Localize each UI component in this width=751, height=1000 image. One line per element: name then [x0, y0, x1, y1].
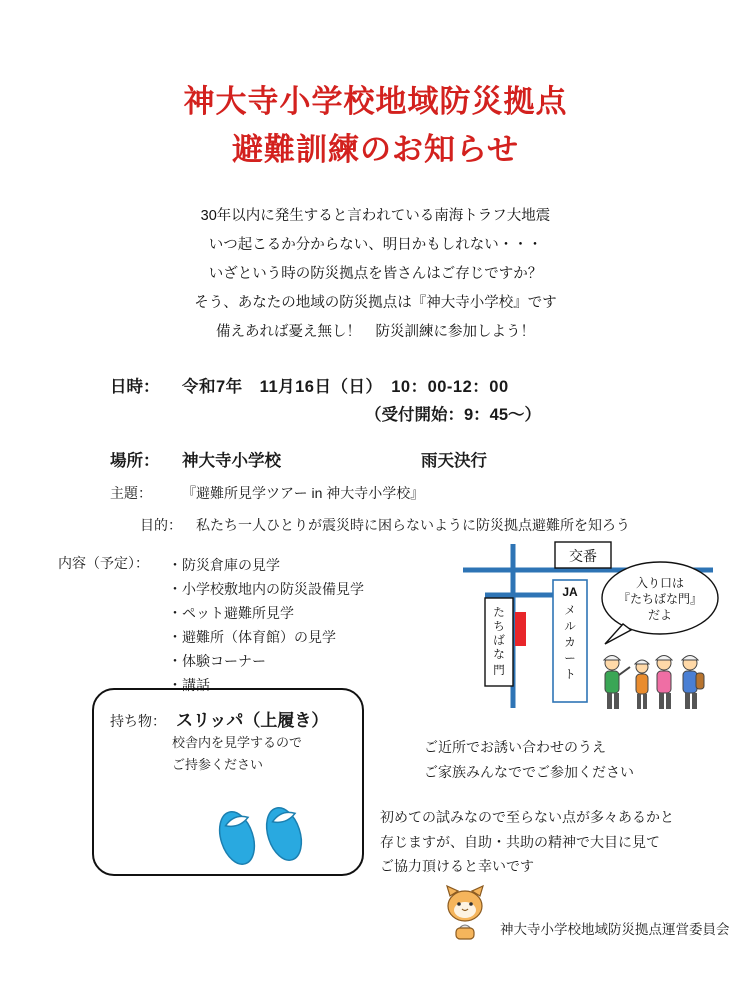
footer-organization: 神大寺小学校地域防災拠点運営委員会: [500, 922, 730, 937]
page-title-line-1: 神大寺小学校地域防災拠点: [183, 84, 568, 119]
intro-line-3: いざという時の防災拠点を皆さんはご存じですか？: [208, 266, 543, 283]
purpose-label: 目的：: [140, 517, 182, 534]
svg-text:メ: メ: [564, 605, 576, 617]
people-illustration: [598, 645, 718, 715]
datetime-sub: （受付開始：9：45〜）: [365, 406, 542, 425]
koban-label: 交番: [569, 548, 597, 564]
speech-balloon: [602, 562, 718, 644]
bring-header: [94, 690, 362, 731]
bring-value: スリッパ（上履き）: [176, 711, 329, 730]
datetime-value: 令和7年 11月16日（日） 10：00-12：00: [182, 378, 509, 397]
school-label-char: た: [493, 607, 505, 619]
invitation-note-line-2: ご家族みんなででご参加ください: [424, 763, 634, 780]
contents-list: [168, 553, 364, 697]
contents-label: 内容（予定）：: [58, 555, 149, 572]
invitation-note: [424, 735, 634, 784]
svg-text:ち: ち: [493, 621, 505, 633]
purpose-value: 私たち一人ひとりが震災時に困らないように防災拠点避難所を知ろう: [196, 517, 630, 534]
svg-text:カ: カ: [564, 637, 576, 649]
bring-items-box: [92, 688, 364, 876]
page-title-line-2: 避難訓練のお知らせ: [231, 132, 520, 168]
list-item: ・ 体験コーナー: [168, 649, 364, 673]
list-item: ・ 小学校敷地内の防災設備見学: [168, 577, 364, 601]
theme-row: [110, 483, 711, 503]
theme-label: 主題：: [110, 485, 152, 502]
intro-line-2: いつ起こるか分からない、明日かもしれない・・・: [208, 237, 543, 254]
list-item: ・ 避難所（体育館）の見学: [168, 625, 364, 649]
list-item: ・ 防災倉庫の見学: [168, 553, 364, 577]
person-icon: [682, 656, 704, 710]
list-item: ・ ペット避難所見学: [168, 601, 364, 625]
event-details: [0, 373, 751, 535]
ja-label: JA: [562, 585, 578, 599]
balloon-line-1: 入り口は: [635, 576, 685, 590]
theme-value: 『避難所見学ツアー in 神大寺小学校』: [182, 485, 425, 502]
place-value: 神大寺小学校: [182, 452, 281, 471]
place-row: [110, 447, 711, 471]
person-icon: [635, 660, 649, 709]
person-icon: [604, 656, 630, 710]
bring-note-line-2: ご持参ください: [172, 757, 264, 773]
datetime-label: 日時：: [110, 378, 160, 397]
intro-line-1: 30年以内に発生すると言われている南海トラフ大地震: [200, 208, 551, 225]
svg-text:な: な: [493, 649, 505, 661]
apology-note-line-2: 存じますが、自助・共助の精神で大目に見て: [380, 833, 660, 850]
intro-line-4: そう、あなたの地域の防災拠点は『神大寺小学校』です: [194, 295, 557, 312]
title-block: [0, 0, 751, 174]
apology-note: [380, 805, 674, 879]
svg-text:ル: ル: [564, 621, 576, 633]
invitation-note-line-1: ご近所でお誘い合わせのうえ: [424, 739, 606, 755]
bring-label: 持ち物：: [110, 713, 166, 729]
datetime-row: [110, 373, 711, 397]
svg-text:ば: ば: [493, 635, 505, 647]
place-label: 場所：: [110, 452, 160, 471]
svg-text:ー: ー: [564, 653, 576, 665]
purpose-row: [110, 515, 711, 535]
svg-text:ト: ト: [564, 669, 576, 681]
balloon-line-2: 『たちばな門』: [617, 592, 703, 606]
svg-text:門: 門: [493, 665, 505, 677]
person-icon: [656, 656, 672, 710]
slippers-icon: [199, 798, 329, 868]
intro-line-5: 備えあれば憂え無し！ 防災訓練に参加しよう！: [216, 324, 535, 341]
cat-mascot-icon: [440, 884, 490, 940]
bring-note-line-1: 校舎内を見学するので: [172, 735, 303, 750]
apology-note-line-3: ご協力頂けると幸いです: [380, 858, 534, 874]
apology-note-line-1: 初めての試みなので至らない点が多々あるかと: [380, 809, 674, 825]
intro-paragraph: [0, 202, 751, 347]
list-item: ・ 講話: [168, 673, 364, 697]
balloon-line-3: だよ: [647, 608, 673, 622]
entrance-marker: [515, 612, 526, 646]
rain-note: 雨天決行: [421, 452, 487, 471]
